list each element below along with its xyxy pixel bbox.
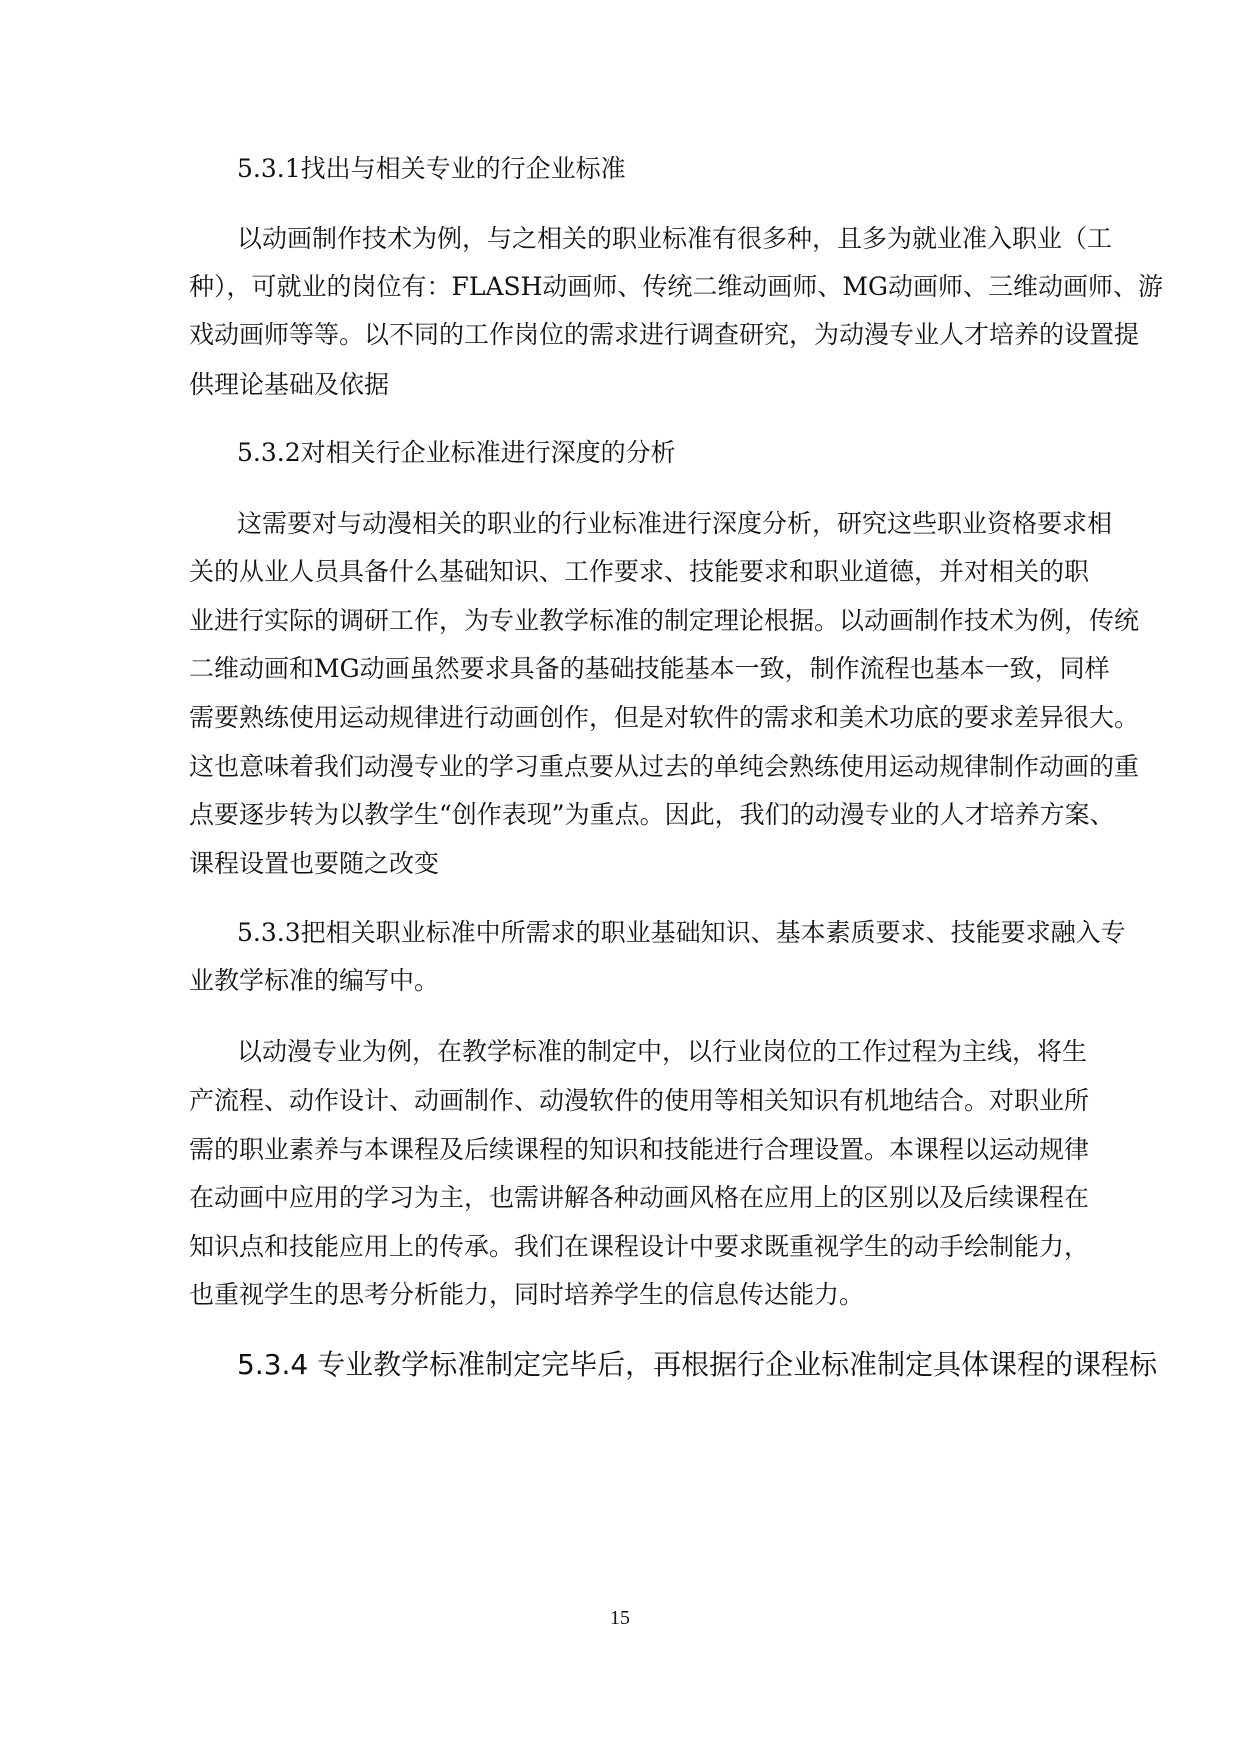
paragraph-line: 以动漫专业为例，在教学标准的制定中，以行业岗位的工作过程为主线，将生 bbox=[237, 1037, 1088, 1066]
paragraph-line: 戏动画师等等。以不同的工作岗位的需求进行调查研究，为动漫专业人才培养的设置提 bbox=[189, 320, 1140, 349]
paragraph-line: 这需要对与动漫相关的职业的行业标准进行深度分析，研究这些职业资格要求相 bbox=[237, 509, 1113, 538]
section-heading-5-3-3: 5.3.3把相关职业标准中所需求的职业基础知识、基本素质要求、技能要求融入专 bbox=[237, 918, 1126, 947]
paragraph-line: 课程设置也要随之改变 bbox=[189, 849, 440, 878]
paragraph-line: 种），可就业的岗位有：FLASH动画师、传统二维动画师、MG动画师、三维动画师、游 bbox=[189, 272, 1164, 301]
paragraph-line: 需要熟练使用运动规律进行动画创作，但是对软件的需求和美术功底的要求差异很大。 bbox=[189, 703, 1140, 732]
paragraph-line: 以动画制作技术为例，与之相关的职业标准有很多种，且多为就业准入职业（工 bbox=[237, 224, 1113, 253]
section-heading-5-3-4: 5.3.4 专业教学标准制定完毕后，再根据行企业标准制定具体课程的课程标 bbox=[237, 1348, 1158, 1381]
page-number: 15 bbox=[610, 1607, 630, 1629]
paragraph-line: 关的从业人员具备什么基础知识、工作要求、技能要求和职业道德，并对相关的职 bbox=[189, 557, 1090, 586]
paragraph-line: 这也意味着我们动漫专业的学习重点要从过去的单纯会熟练使用运动规律制作动画的重 bbox=[189, 752, 1140, 781]
paragraph-line: 在动画中应用的学习为主，也需讲解各种动画风格在应用上的区别以及后续课程在 bbox=[189, 1183, 1090, 1212]
section-heading-5-3-3-cont: 业教学标准的编写中。 bbox=[189, 966, 440, 995]
paragraph-line: 业进行实际的调研工作，为专业教学标准的制定理论根据。以动画制作技术为例，传统 bbox=[189, 606, 1140, 635]
paragraph-line: 供理论基础及依据 bbox=[189, 370, 390, 399]
paragraph-line: 也重视学生的思考分析能力，同时培养学生的信息传达能力。 bbox=[189, 1280, 865, 1309]
paragraph-line: 点要逐步转为以教学生“创作表现”为重点。因此，我们的动漫专业的人才培养方案、 bbox=[189, 800, 1115, 829]
section-heading-5-3-1: 5.3.1找出与相关专业的行企业标准 bbox=[237, 154, 626, 183]
paragraph-line: 二维动画和MG动画虽然要求具备的基础技能基本一致，制作流程也基本一致，同样 bbox=[189, 654, 1110, 683]
section-heading-5-3-2: 5.3.2对相关行企业标准进行深度的分析 bbox=[237, 438, 676, 467]
paragraph-line: 需的职业素养与本课程及后续课程的知识和技能进行合理设置。本课程以运动规律 bbox=[189, 1135, 1090, 1164]
paragraph-line: 知识点和技能应用上的传承。我们在课程设计中要求既重视学生的动手绘制能力， bbox=[189, 1232, 1090, 1261]
paragraph-line: 产流程、动作设计、动画制作、动漫软件的使用等相关知识有机地结合。对职业所 bbox=[189, 1086, 1090, 1115]
